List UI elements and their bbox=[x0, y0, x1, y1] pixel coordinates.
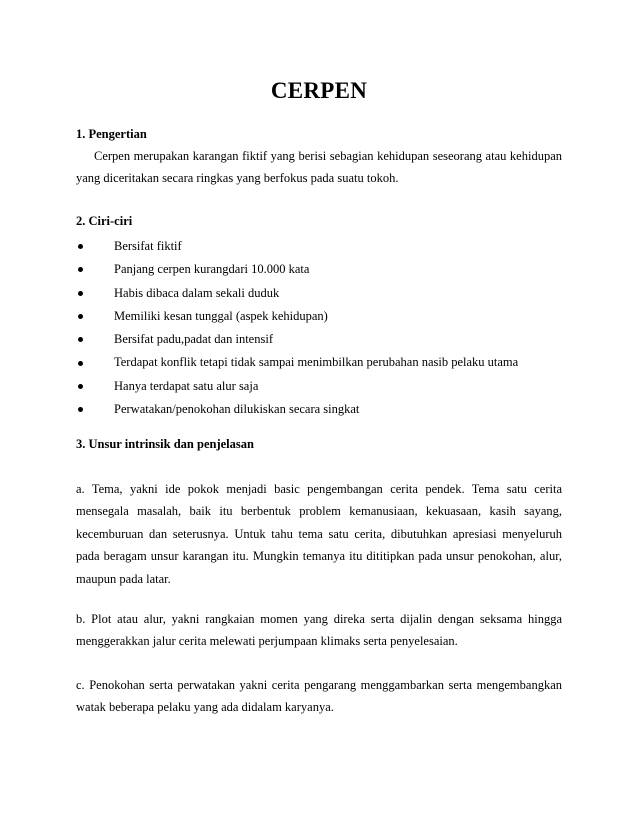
bullet-icon bbox=[78, 361, 83, 366]
heading-unsur-intrinsik: 3. Unsur intrinsik dan penjelasan bbox=[76, 437, 254, 451]
bullet-icon bbox=[78, 291, 83, 296]
list-item-text: Bersifat fiktif bbox=[114, 239, 182, 253]
list-item-text: Hanya terdapat satu alur saja bbox=[114, 378, 259, 393]
bullet-icon bbox=[78, 267, 83, 272]
list-item bbox=[76, 235, 518, 258]
list-item-text: Bersifat padu,padat dan intensif bbox=[114, 332, 273, 347]
list-item-text: Panjang cerpen kurangdari 10.000 kata bbox=[114, 262, 310, 277]
bullet-icon bbox=[78, 337, 83, 342]
list-item bbox=[76, 282, 518, 305]
list-item bbox=[76, 305, 518, 328]
list-item bbox=[76, 258, 518, 281]
paragraph-plot: b. Plot atau alur, yakni rangkaian momen yang direka serta dijalin dengan seksama hingga menggerakkan jalur cerita melewati perjumpaan klimaks serta penyelesaian. bbox=[76, 612, 562, 649]
document-title: CERPEN bbox=[270, 78, 368, 103]
list-item-text: Memiliki kesan tunggal (aspek kehidupan) bbox=[114, 308, 328, 323]
heading-pengertian: 1. Pengertian bbox=[76, 127, 147, 141]
paragraph-tema: a. Tema, yakni ide pokok menjadi basic pengembangan cerita pendek. Tema satu cerita mensegala masalah, baik itu berbentuk problem kemanusiaan, kekuasaan, kasih sayang, kecemburuan dan seterusnya. Untuk tahu tema satu cerita, dibutuhkan apresiasi menyeluruh pada beragam unsur karangan itu. Mungkin temanya itu dititipkan pada unsur penokohan, alur, maupun pada latar. bbox=[76, 482, 562, 586]
ciri-ciri-list bbox=[76, 235, 518, 421]
list-item bbox=[76, 398, 518, 421]
list-item-text: Habis dibaca dalam sekali duduk bbox=[114, 285, 280, 300]
list-item bbox=[76, 351, 518, 374]
bullet-icon bbox=[78, 314, 83, 319]
list-item bbox=[76, 328, 518, 351]
list-item-text: Terdapat konflik tetapi tidak sampai menimbilkan perubahan nasib pelaku utama bbox=[114, 355, 519, 370]
list-item bbox=[76, 375, 518, 398]
list-item-text: Perwatakan/penokohan dilukiskan secara singkat bbox=[114, 402, 360, 417]
bullet-icon bbox=[78, 407, 83, 412]
bullet-icon bbox=[78, 384, 83, 389]
paragraph-pengertian: Cerpen merupakan karangan fiktif yang berisi sebagian kehidupan seseorang atau kehidupan yang diceritakan secara ringkas yang berfokus pada suatu tokoh. bbox=[76, 149, 562, 186]
heading-ciri-ciri: 2. Ciri-ciri bbox=[76, 214, 133, 228]
paragraph-penokohan: c. Penokohan serta perwatakan yakni cerita pengarang menggambarkan serta mengembangkan watak beberapa pelaku yang ada didalam karyanya. bbox=[76, 678, 562, 715]
bullet-icon bbox=[78, 244, 83, 249]
